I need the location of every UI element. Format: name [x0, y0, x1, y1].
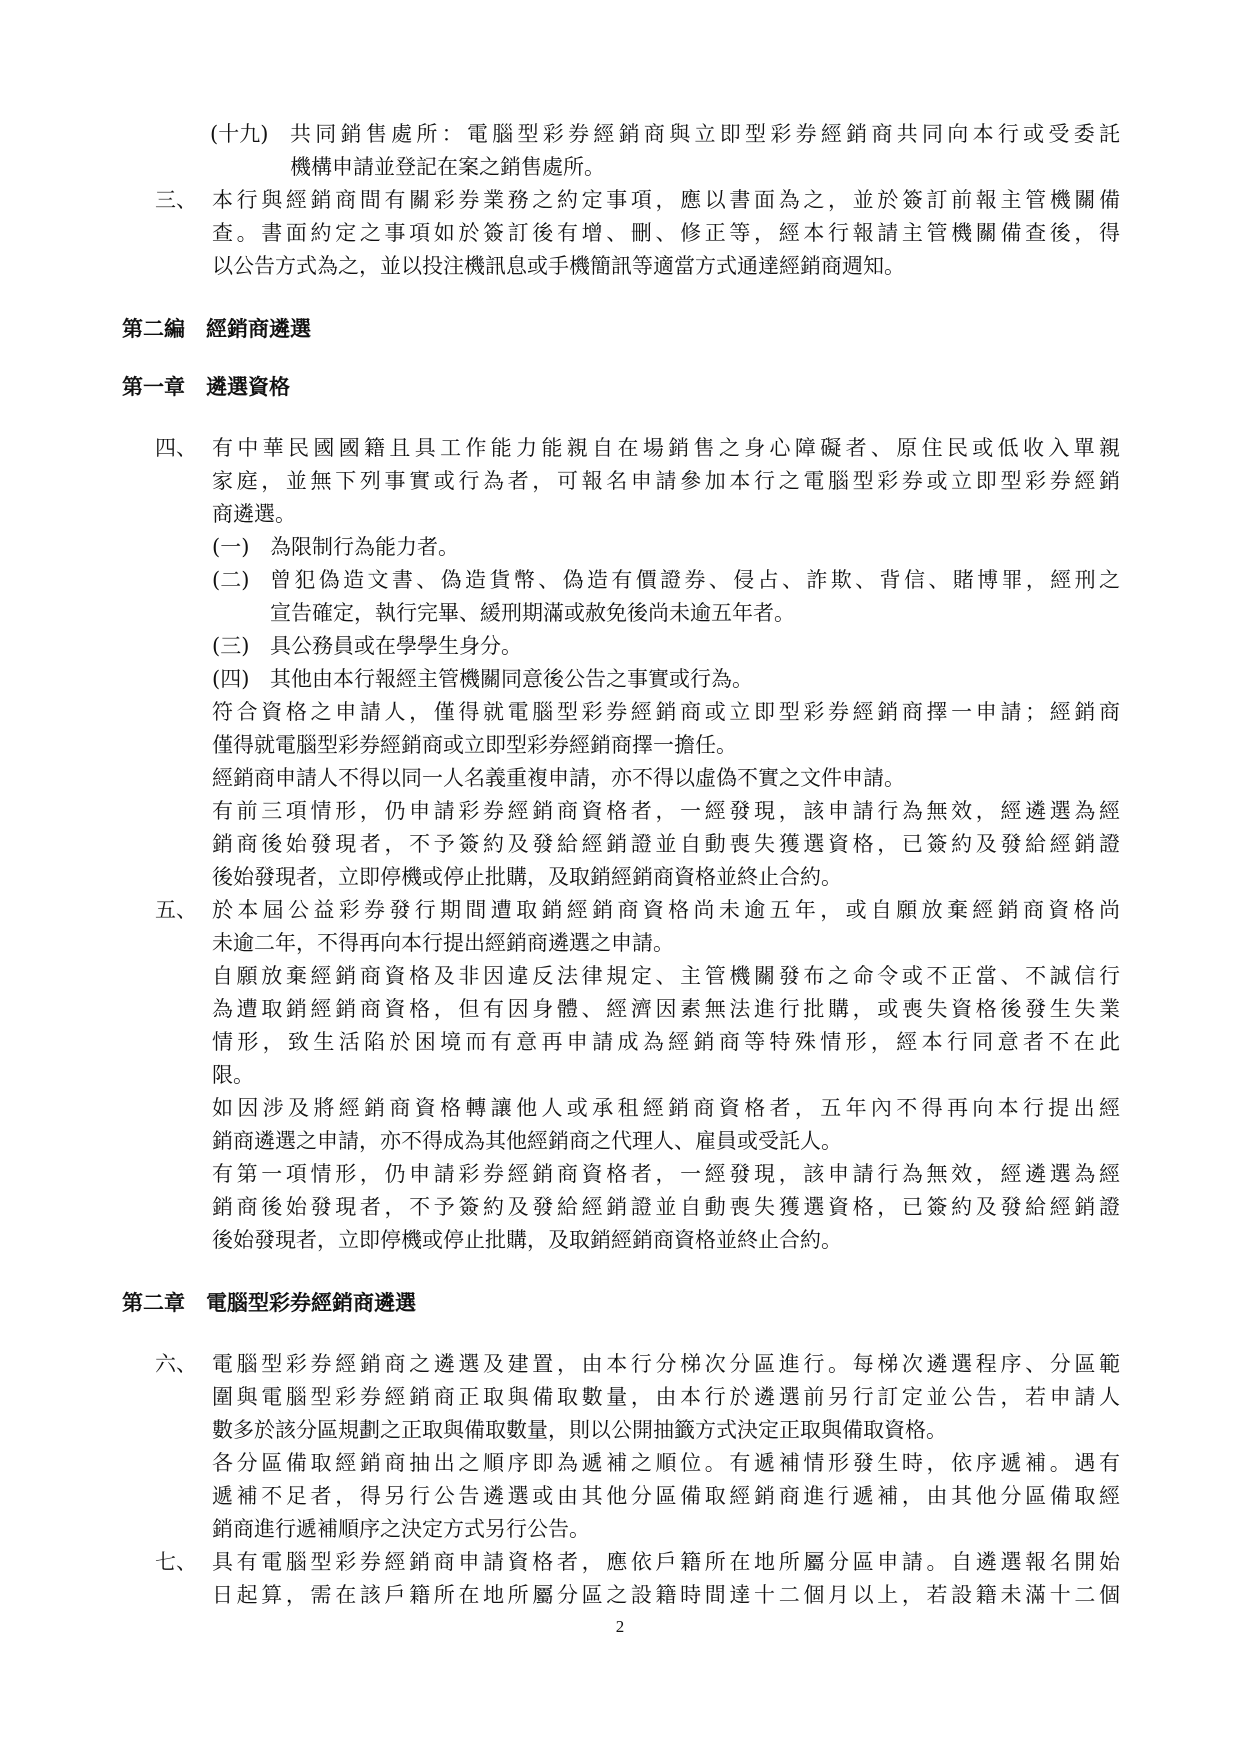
paragraph-line: 銷商遴選之申請，亦不得成為其他經銷商之代理人、雇員或受託人。 — [212, 1129, 842, 1153]
paragraph-line: 僅得就電腦型彩券經銷商或立即型彩券經銷商擇一擔任。 — [212, 733, 737, 757]
clause-label: (一) — [212, 535, 250, 559]
paragraph-line: 遞補不足者，得另行公告遴選或由其他分區備取經銷商進行遞補，由其他分區備取經 — [212, 1484, 1120, 1508]
paragraph-line: 為限制行為能力者。 — [270, 535, 459, 559]
clause-label: (三) — [212, 634, 250, 658]
paragraph-line: 圍與電腦型彩券經銷商正取與備取數量，由本行於遴選前另行訂定並公告，若申請人 — [212, 1385, 1120, 1409]
page-number: 2 — [615, 1617, 625, 1636]
paragraph-line: 各分區備取經銷商抽出之順序即為遞補之順位。有遞補情形發生時，依序遞補。遇有 — [212, 1451, 1120, 1475]
clause-label: (二) — [212, 568, 250, 592]
paragraph-line: 共同銷售處所：電腦型彩券經銷商與立即型彩券經銷商共同向本行或受委託 — [290, 122, 1120, 146]
clause-label: 四、 — [155, 436, 197, 460]
paragraph-line: 曾犯偽造文書、偽造貨幣、偽造有價證券、侵占、詐欺、背信、賭博罪，經刑之 — [270, 568, 1120, 592]
paragraph-line: 具有電腦型彩券經銷商申請資格者，應依戶籍所在地所屬分區申請。自遴選報名開始 — [212, 1550, 1120, 1574]
paragraph-line: 後始發現者，立即停機或停止批購，及取銷經銷商資格並終止合約。 — [212, 865, 842, 889]
clause-label: (四) — [212, 667, 250, 691]
paragraph-line: 有前三項情形，仍申請彩券經銷商資格者，一經發現，該申請行為無效，經遴選為經 — [212, 799, 1120, 823]
paragraph-line: 為遭取銷經銷商資格，但有因身體、經濟因素無法進行批購，或喪失資格後發生失業 — [212, 997, 1120, 1021]
paragraph-line: 宣告確定，執行完畢、緩刑期滿或赦免後尚未逾五年者。 — [270, 601, 795, 625]
clause-label: 六、 — [155, 1352, 197, 1376]
clause-label: 七、 — [155, 1550, 197, 1574]
paragraph-line: 有中華民國國籍且具工作能力能親自在場銷售之身心障礙者、原住民或低收入單親 — [212, 436, 1120, 460]
paragraph-line: 日起算，需在該戶籍所在地所屬分區之設籍時間達十二個月以上，若設籍未滿十二個 — [212, 1583, 1120, 1607]
paragraph-line: 查。書面約定之事項如於簽訂後有增、刪、修正等，經本行報請主管機關備查後，得 — [212, 221, 1120, 245]
paragraph-line: 機構申請並登記在案之銷售處所。 — [290, 155, 605, 179]
paragraph-line: 本行與經銷商間有關彩券業務之約定事項，應以書面為之，並於簽訂前報主管機關備 — [212, 188, 1120, 212]
section-heading: 第一章 遴選資格 — [122, 374, 290, 399]
clause-label: 三、 — [155, 188, 197, 212]
paragraph-line: 具公務員或在學學生身分。 — [270, 634, 522, 658]
paragraph-line: 於本屆公益彩券發行期間遭取銷經銷商資格尚未逾五年，或自願放棄經銷商資格尚 — [212, 898, 1120, 922]
paragraph-line: 數多於該分區規劃之正取與備取數量，則以公開抽籤方式決定正取與備取資格。 — [212, 1418, 947, 1442]
section-heading: 第二章 電腦型彩券經銷商遴選 — [122, 1290, 416, 1315]
paragraph-line: 符合資格之申請人，僅得就電腦型彩券經銷商或立即型彩券經銷商擇一申請；經銷商 — [212, 700, 1120, 724]
paragraph-line: 自願放棄經銷商資格及非因違反法律規定、主管機關發布之命令或不正當、不誠信行 — [212, 964, 1120, 988]
paragraph-line: 電腦型彩券經銷商之遴選及建置，由本行分梯次分區進行。每梯次遴選程序、分區範 — [212, 1352, 1120, 1376]
paragraph-line: 銷商進行遞補順序之決定方式另行公告。 — [212, 1517, 590, 1541]
paragraph-line: 經銷商申請人不得以同一人名義重複申請，亦不得以虛偽不實之文件申請。 — [212, 766, 905, 790]
clause-label: (十九) — [210, 122, 269, 146]
paragraph-line: 其他由本行報經主管機關同意後公告之事實或行為。 — [270, 667, 753, 691]
paragraph-line: 未逾二年，不得再向本行提出經銷商遴選之申請。 — [212, 931, 674, 955]
clause-label: 五、 — [155, 898, 197, 922]
paragraph-line: 家庭，並無下列事實或行為者，可報名申請參加本行之電腦型彩券或立即型彩券經銷 — [212, 469, 1120, 493]
paragraph-line: 情形，致生活陷於困境而有意再申請成為經銷商等特殊情形，經本行同意者不在此 — [212, 1030, 1120, 1054]
paragraph-line: 銷商後始發現者，不予簽約及發給經銷證並自動喪失獲選資格，已簽約及發給經銷證 — [212, 1195, 1120, 1219]
section-heading: 第二編 經銷商遴選 — [122, 316, 311, 341]
paragraph-line: 商遴選。 — [212, 502, 296, 526]
paragraph-line: 後始發現者，立即停機或停止批購，及取銷經銷商資格並終止合約。 — [212, 1228, 842, 1252]
paragraph-line: 有第一項情形，仍申請彩券經銷商資格者，一經發現，該申請行為無效，經遴選為經 — [212, 1162, 1120, 1186]
paragraph-line: 銷商後始發現者，不予簽約及發給經銷證並自動喪失獲選資格，已簽約及發給經銷證 — [212, 832, 1120, 856]
paragraph-line: 以公告方式為之，並以投注機訊息或手機簡訊等適當方式通達經銷商週知。 — [212, 254, 905, 278]
paragraph-line: 如因涉及將經銷商資格轉讓他人或承租經銷商資格者，五年內不得再向本行提出經 — [212, 1096, 1120, 1120]
paragraph-line: 限。 — [212, 1063, 254, 1087]
